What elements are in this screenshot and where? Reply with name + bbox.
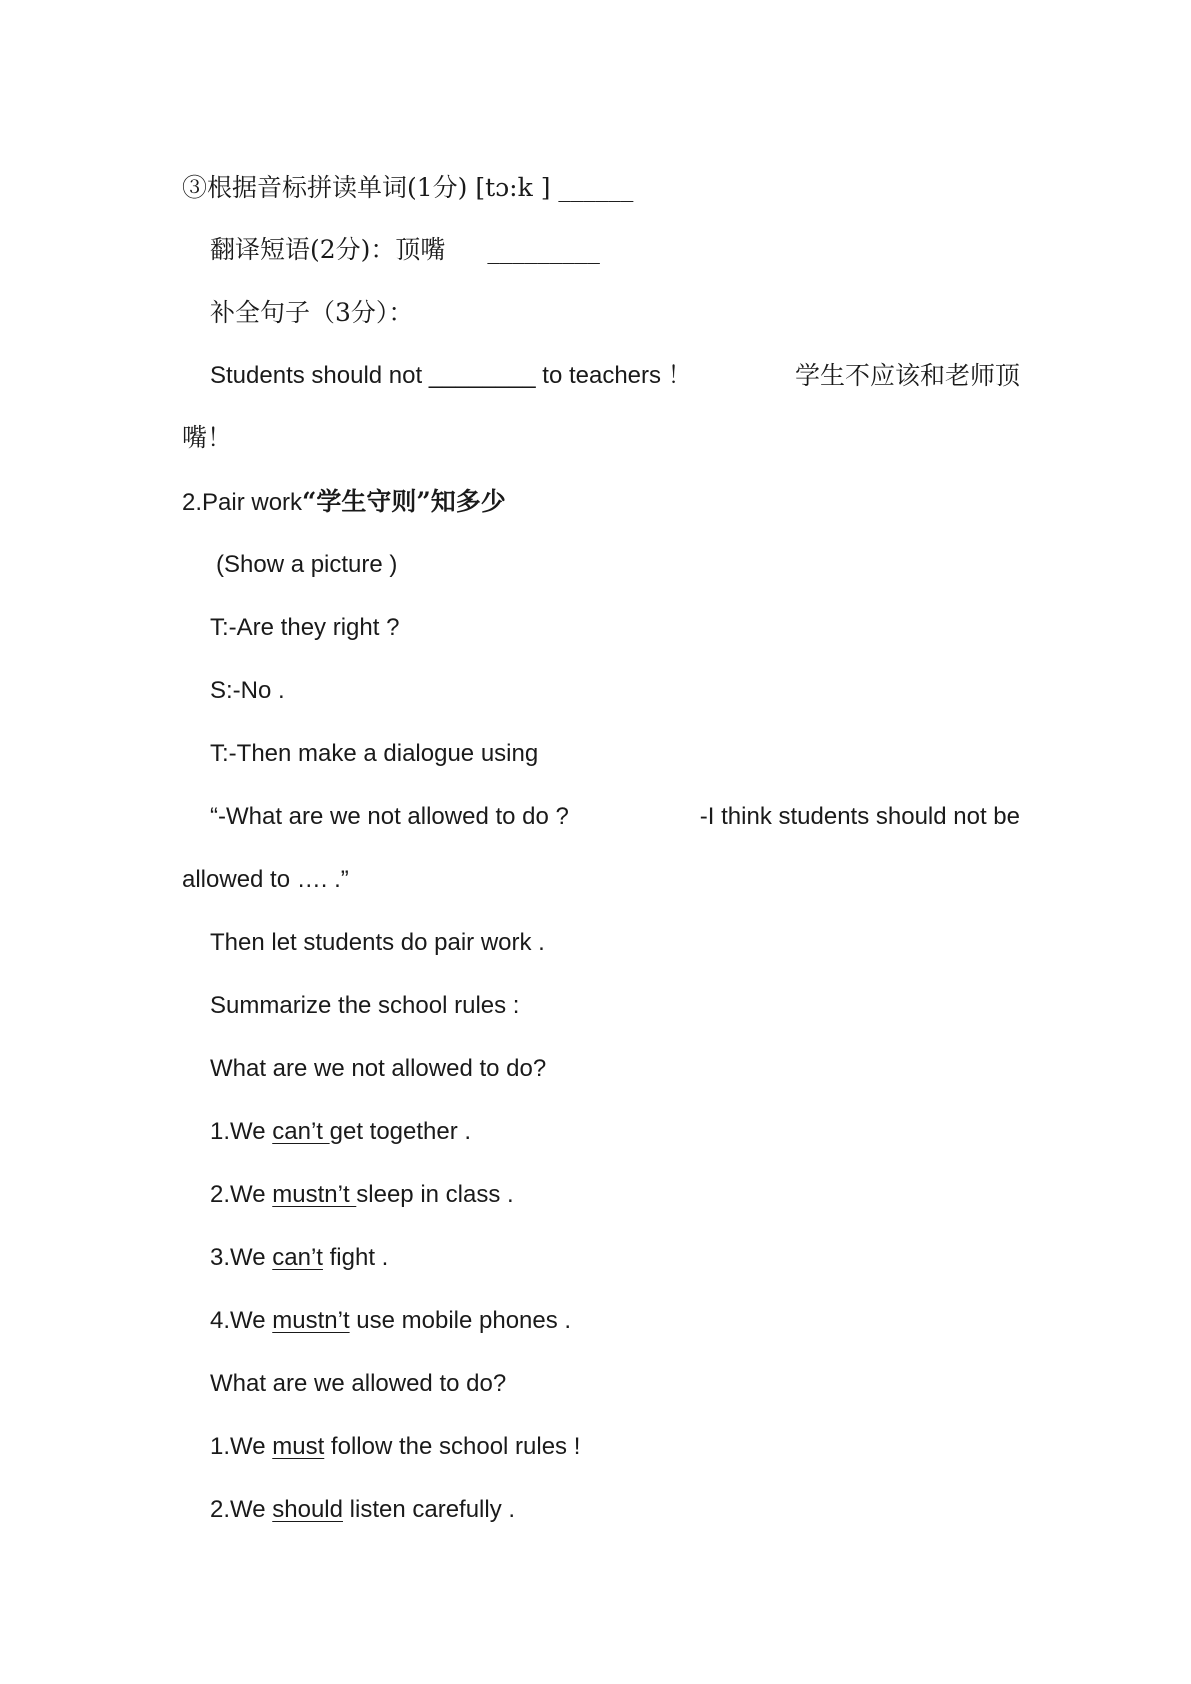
sentence-part2: to teachers ！ (542, 362, 692, 389)
heading-cn: “学生守则”知多少 (302, 487, 506, 516)
rule-modal: mustn’t (272, 1181, 357, 1208)
circled-number: ③ (182, 173, 208, 202)
rule-modal: can’t (272, 1118, 330, 1145)
rule-prefix: 1.We (210, 1433, 273, 1460)
rule-prefix: 2.We (210, 1181, 273, 1208)
rule-item (210, 1431, 580, 1463)
rule-prefix: 2.We (210, 1496, 273, 1523)
summarize-rules: Summarize the school rules : (210, 992, 520, 1019)
rule-rest: get together . (329, 1118, 472, 1145)
phonetic-question (182, 172, 633, 204)
rule-item (210, 1305, 571, 1337)
rule-rest: listen carefully . (342, 1496, 516, 1523)
translate-prompt: 翻译短语(2分)：顶嘴 (210, 235, 446, 264)
complete-sentence-prompt: 补全句子（3分）： (210, 298, 414, 327)
sentence-part1: Students should not (210, 362, 423, 389)
rule-prefix: 3.We (210, 1244, 273, 1271)
student-answer: S:-No . (210, 677, 285, 704)
translate-question (210, 234, 600, 266)
rule-modal: can’t (272, 1244, 323, 1271)
rule-prefix: 4.We (210, 1307, 273, 1334)
rule-prefix: 1.We (210, 1118, 273, 1145)
teacher-question: T:-Are they right ? (210, 614, 400, 641)
heading-prefix: 2.Pair work (182, 489, 303, 516)
teacher-instruction: T:-Then make a dialogue using (210, 740, 539, 767)
rule-item (210, 1116, 471, 1148)
rule-rest: use mobile phones . (349, 1307, 572, 1334)
section-heading (182, 486, 506, 519)
rule-rest: fight . (322, 1244, 389, 1271)
rule-rest: sleep in class . (356, 1181, 514, 1208)
sentence-cn-part1: 学生不应该和老师顶 (794, 361, 1020, 390)
rule-modal: must (272, 1433, 325, 1460)
sentence-cn-part2: 嘴！ (182, 423, 233, 452)
rule-item (210, 1179, 514, 1211)
show-picture: (Show a picture ) (216, 551, 398, 578)
not-allowed-question: What are we not allowed to do? (210, 1055, 547, 1082)
dialogue-part1: “-What are we not allowed to do ? (210, 803, 569, 830)
dialogue-line (210, 801, 1020, 833)
sentence-blank: ________ (428, 362, 536, 389)
dialogue-part3: allowed to …. .” (182, 866, 349, 893)
dialogue-part2: -I think students should not be (699, 803, 1020, 830)
rule-modal: should (272, 1496, 343, 1523)
phonetic-prompt: 根据音标拼读单词(1分) [tɔ:k ] (207, 173, 551, 202)
pair-work-instruction: Then let students do pair work . (210, 929, 545, 956)
rule-item (210, 1242, 388, 1274)
rule-modal: mustn’t (272, 1307, 350, 1334)
sentence-with-blank (210, 360, 1020, 392)
rule-rest: follow the school rules ! (324, 1433, 581, 1460)
allowed-question: What are we allowed to do? (210, 1370, 507, 1397)
phonetic-blank: ______ (558, 173, 634, 202)
rule-item (210, 1494, 515, 1526)
translate-blank: _________ (487, 235, 600, 264)
